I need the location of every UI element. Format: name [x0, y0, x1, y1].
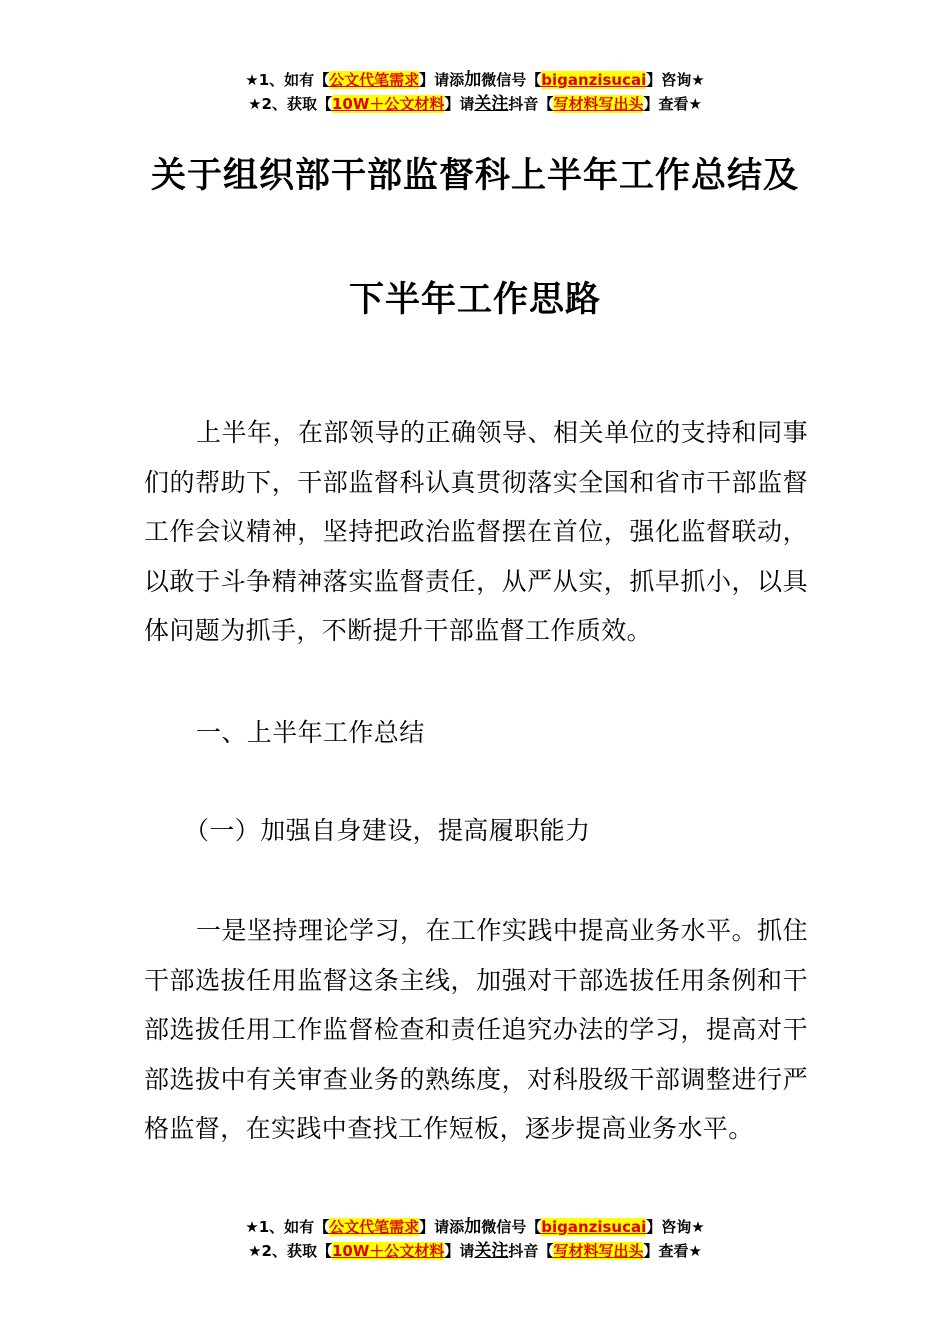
banner-line-1 [0, 1215, 950, 1239]
banner-text: 微信号【 [481, 71, 542, 89]
banner-text: 微信号【 [481, 1218, 542, 1236]
banner-text: 抖音【 [508, 1242, 554, 1260]
banner-text: 】请添 [419, 71, 465, 89]
banner-text: ★2、获取【 [248, 95, 332, 113]
banner-text: 】请添 [419, 1218, 465, 1236]
banner-text: ★1、如有【 [245, 1218, 330, 1236]
footer-banner [0, 1215, 950, 1263]
banner-line-1 [0, 68, 950, 92]
banner-text: 】咨询★ [646, 1218, 705, 1236]
banner-emphasis: 关注 [474, 1241, 509, 1261]
highlight-douyin: 写材料写出头 [553, 1242, 644, 1260]
subsection-heading: （一）加强自身建设，提高履职能力 [184, 816, 591, 845]
banner-line-2 [0, 92, 950, 116]
banner-text: 】查看★ [643, 1242, 702, 1260]
banner-emphasis: 加 [464, 1217, 482, 1237]
highlight-service: 公文代笔需求 [329, 71, 420, 89]
banner-text: 】咨询★ [646, 71, 705, 89]
highlight-service: 公文代笔需求 [329, 1218, 420, 1236]
document-title-line-1: 关于组织部干部监督科上半年工作总结及 [150, 156, 799, 196]
header-banner [0, 68, 950, 116]
body-paragraph: 一是坚持理论学习，在工作实践中提高业务水平。抓住干部选拔任用监督这条主线，加强对干部选拔任用条例和干部选拔任用工作监督检查和责任追究办法的学习，提高对干部选拔中有关审查业务的熟练度，对科股级干部调整进行严格监督，在实践中查找工作短板，逐步提高业务水平。 [144, 916, 808, 1143]
section-heading: 一、上半年工作总结 [196, 718, 425, 747]
banner-text: ★2、获取【 [248, 1242, 332, 1260]
banner-text: 抖音【 [508, 95, 554, 113]
intro-paragraph: 上半年，在部领导的正确领导、相关单位的支持和同事们的帮助下，干部监督科认真贯彻落实全国和省市干部监督工作会议精神，坚持把政治监督摆在首位，强化监督联动，以敢于斗争精神落实监督责任，从严从实，抓早抓小，以具体问题为抓手，不断提升干部监督工作质效。 [144, 418, 808, 645]
document-title-line-2: 下半年工作思路 [348, 280, 601, 320]
highlight-materials: 10W＋公文材料 [331, 95, 445, 113]
highlight-wechat-id: biganzisucai [541, 1218, 647, 1236]
banner-text: 】查看★ [643, 95, 702, 113]
banner-text: 】请 [444, 95, 475, 113]
highlight-materials: 10W＋公文材料 [331, 1242, 445, 1260]
highlight-wechat-id: biganzisucai [541, 71, 647, 89]
banner-text: ★1、如有【 [245, 71, 330, 89]
highlight-douyin: 写材料写出头 [553, 95, 644, 113]
banner-emphasis: 关注 [474, 94, 509, 114]
banner-text: 】请 [444, 1242, 475, 1260]
banner-line-2 [0, 1239, 950, 1263]
banner-emphasis: 加 [464, 70, 482, 90]
